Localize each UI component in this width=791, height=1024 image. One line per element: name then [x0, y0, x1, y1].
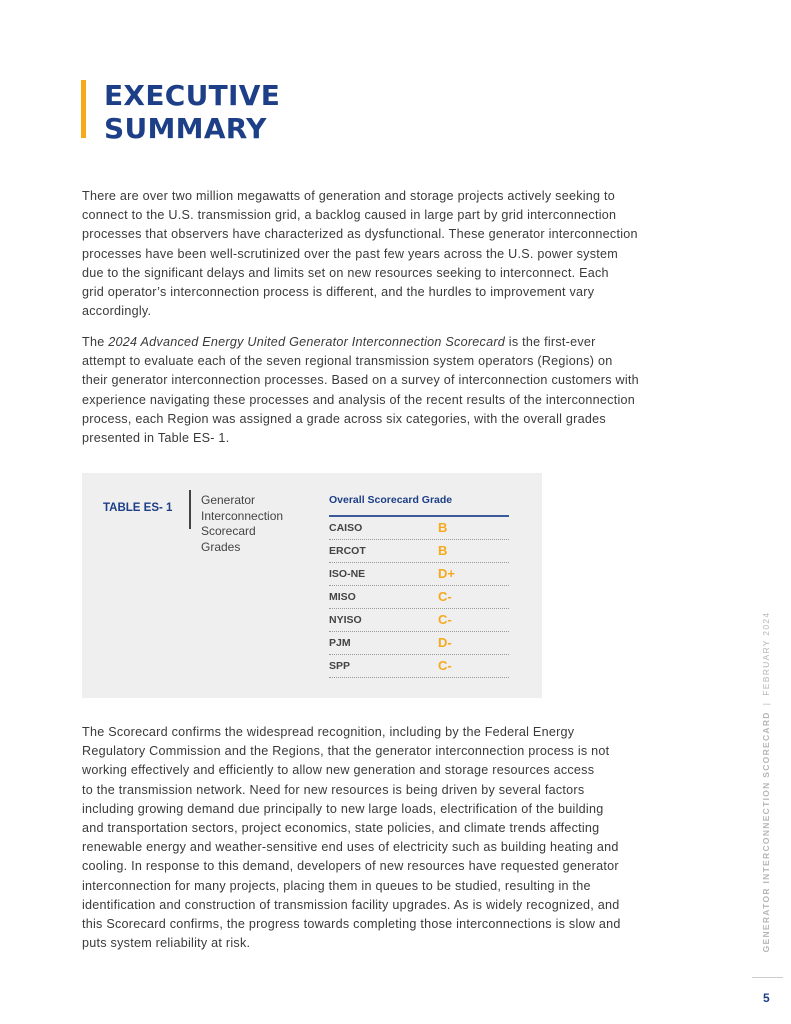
text-line: processes have been well-scrutinized over the past few years across the U.S. power system: [82, 246, 619, 261]
text-line: their generator interconnection processes. Based on a survey of interconnection customers with: [82, 373, 639, 388]
text-line: cooling. In response to this demand, developers of new resources have requested generator: [82, 859, 619, 874]
separator: |: [761, 701, 771, 706]
running-footer: [761, 612, 771, 953]
region-name: NYISO: [329, 614, 362, 626]
table-row: [329, 540, 509, 563]
table-caption: [201, 493, 283, 555]
text-line: processes that observers have characterized as dysfunctional. These generator interconnection: [82, 227, 638, 242]
table-label: TABLE ES- 1: [103, 502, 173, 514]
footer-rule: [752, 977, 783, 978]
text-line: and transportation sectors, project economics, state policies, and climate trends affecting: [82, 821, 600, 836]
table-row: [329, 609, 509, 632]
text: The: [82, 335, 109, 349]
text-line: puts system reliability at risk.: [82, 936, 251, 951]
text-line: accordingly.: [82, 304, 152, 319]
table-row: [329, 586, 509, 609]
grade: D-: [438, 635, 452, 650]
region-name: ERCOT: [329, 545, 366, 557]
divider: [189, 490, 191, 529]
text-line: this Scorecard confirms, the progress towards completing those interconnections is slow and: [82, 917, 621, 932]
caption-line: Interconnection: [201, 508, 284, 523]
grade: B: [438, 520, 448, 535]
table-row: [329, 517, 509, 540]
text-line: interconnection for many projects, placing them in queues to be studied, resulting in the: [82, 878, 591, 893]
caption-line: Grades: [201, 539, 241, 554]
title-accent-bar: [81, 80, 86, 138]
grade: C-: [438, 589, 452, 604]
table-row: [329, 563, 509, 586]
text: is the first-ever: [505, 335, 596, 349]
paragraph-intro: [82, 187, 638, 321]
caption-line: Generator: [201, 493, 256, 507]
region-name: SPP: [329, 660, 351, 672]
grade: B: [438, 543, 448, 558]
report-date: FEBRUARY 2024: [761, 611, 771, 696]
report-title-italic: 2024 Advanced Energy United Generator Interconnection Scorecard: [108, 335, 506, 349]
region-name: ISO-NE: [329, 568, 366, 580]
table-row: [329, 632, 509, 655]
text-line: experience navigating these processes and analysis of the recent results of the interconnection: [82, 392, 636, 407]
table-body: [329, 517, 509, 678]
table-row: [329, 655, 509, 678]
paragraph-scorecard-findings: [82, 723, 621, 953]
text-line: renewable energy and weather-sensitive end uses of electricity such as building heating and: [82, 840, 619, 855]
text-line: identification and construction of transmission facility upgrades. As is widely recognized, and: [82, 897, 620, 912]
page-number: 5: [763, 991, 770, 1005]
caption-line: Scorecard: [201, 524, 256, 538]
text-line: grid operator’s interconnection process is different, and the hurdles to improvement vary: [82, 285, 595, 300]
grade: C-: [438, 658, 452, 673]
region-name: MISO: [329, 591, 356, 603]
text-line: presented in Table ES- 1.: [82, 431, 230, 446]
paragraph-scorecard-description: [82, 333, 639, 448]
text-line: to the transmission network. Need for new resources is being driven by several factors: [82, 782, 585, 797]
text-line: There are over two million megawatts of generation and storage projects actively seeking to: [82, 189, 616, 203]
text-line: attempt to evaluate each of the seven regional transmission system operators (Regions) on: [82, 354, 613, 369]
grade: D+: [438, 566, 455, 581]
grade: C-: [438, 612, 452, 627]
text-line: due to the significant delays and limits set on new resources seeking to interconnect. Each: [82, 265, 609, 280]
table-es-1: [82, 473, 542, 698]
report-name: GENERATOR INTERCONNECTION SCORECARD: [761, 711, 771, 953]
text-line: connect to the U.S. transmission grid, a backlog caused in large part by grid interconnection: [82, 208, 617, 223]
text-line: process, each Region was assigned a grade across six categories, with the overall grades: [82, 411, 606, 426]
region-name: PJM: [329, 637, 351, 649]
table-header: Overall Scorecard Grade: [329, 494, 453, 506]
title-line-1: EXECUTIVE: [104, 79, 281, 112]
title-line-2: SUMMARY: [104, 112, 267, 145]
text-line: working effectively and efficiently to allow new generation and storage resources access: [82, 763, 595, 778]
text-line: including growing demand due principally to new large loads, electrification of the building: [82, 801, 604, 816]
text-line: The Scorecard confirms the widespread recognition, including by the Federal Energy: [82, 725, 575, 739]
page-title: [104, 79, 280, 145]
region-name: CAISO: [329, 522, 363, 534]
text-line: Regulatory Commission and the Regions, that the generator interconnection process is not: [82, 744, 610, 759]
